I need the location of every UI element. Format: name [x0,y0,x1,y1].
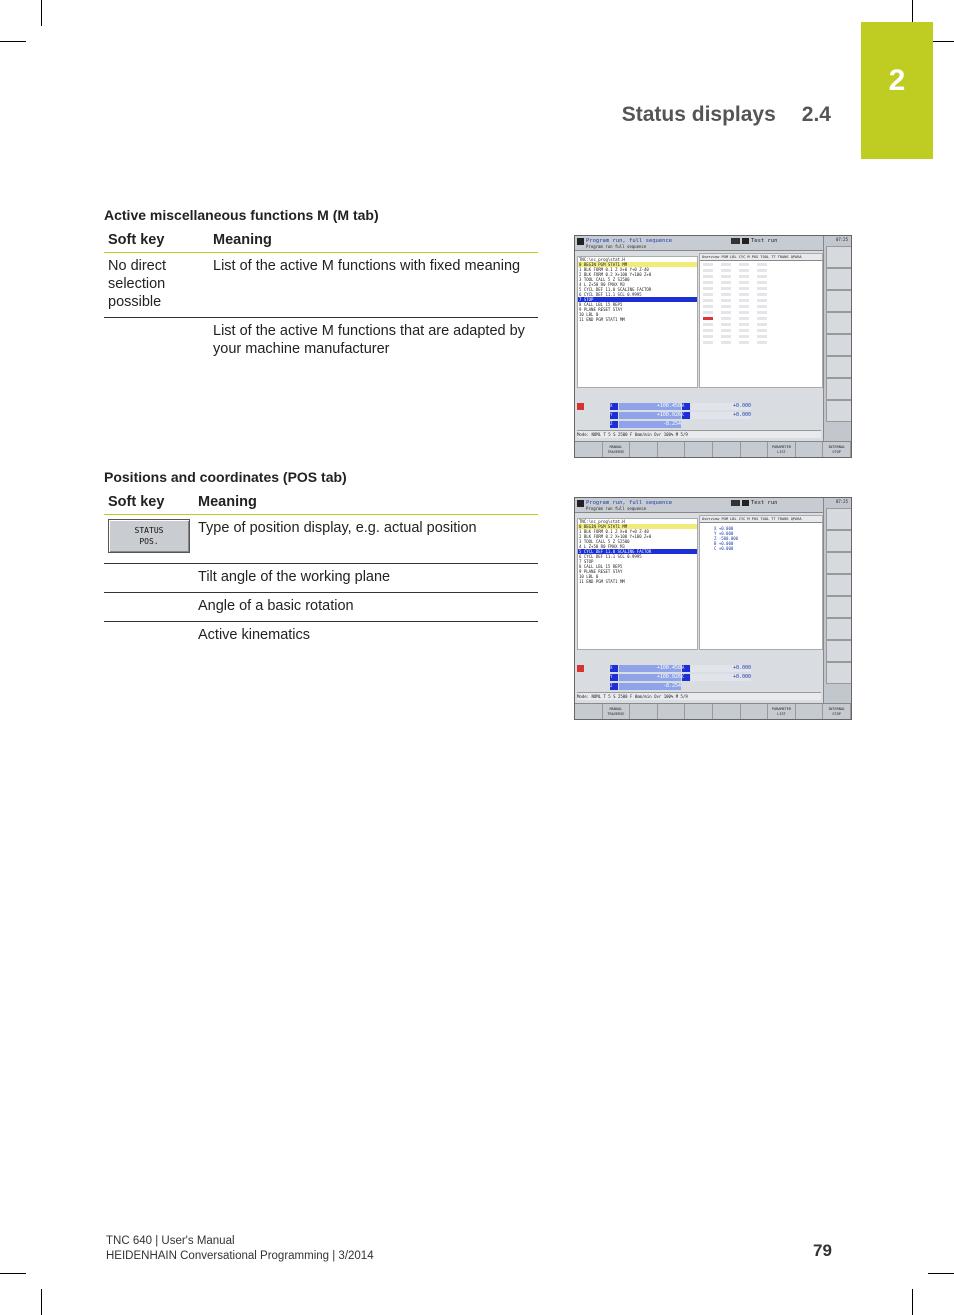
running-head-title: Status displays [621,103,776,126]
softkey[interactable]: PARAMETER LIST [768,442,796,458]
test-run-label: Test run [751,238,778,244]
meaning-cell: List of the active M functions with fixed meaning [209,253,538,318]
header-soft-key: Soft key [104,228,209,253]
softkey[interactable]: MANUAL TRAVERSE [603,704,631,720]
softkey[interactable] [658,704,686,720]
axis-label: Z [610,421,618,428]
footer-line1: TNC 640 | User's Manual [106,1235,235,1247]
test-run-label: Test run [751,500,778,506]
side-softkey[interactable] [826,312,852,334]
program-line: 1 BLK FORM 0.1 Z X+0 Y+0 Z-40 [579,529,649,534]
axis-value: +0.000 [691,412,751,419]
test-run-icon [731,238,740,244]
running-head [622,103,831,127]
soft-key-cell: No direct selection possible [104,253,209,318]
soft-key-cell [104,564,194,593]
screen-sidebar [823,498,852,703]
program-line: TNC:\nc_prog\stat.H [579,257,625,262]
side-softkey[interactable] [826,662,852,684]
axis-label: X [610,403,618,410]
program-line: 0 BEGIN PGM STAT1 MM [578,524,697,529]
program-line: 3 TOOL CALL 5 Z S2500 [579,277,630,282]
position-display [577,665,821,691]
program-line: 2 BLK FORM 0.2 X+100 Y+100 Z+0 [579,272,652,277]
mode-subtitle: Program run full sequence [586,244,647,249]
chapter-number: 2 [888,64,906,97]
softkey[interactable] [685,442,713,458]
side-softkey[interactable] [826,552,852,574]
axis-label: C [682,412,690,419]
axis-value: +0.000 [691,665,751,672]
screen-topbar [575,236,823,251]
side-softkey[interactable] [826,640,852,662]
tnc-screenshot-pos-tab [574,497,852,720]
program-line: 11 END PGM STAT1 MM [579,317,625,322]
table-row [104,622,538,651]
side-softkey[interactable] [826,268,852,290]
side-softkey[interactable] [826,400,852,422]
program-run-icon [577,238,584,245]
axis-value: +100.450 [619,403,681,410]
program-window [577,256,698,388]
header-meaning: Meaning [194,490,538,515]
softkey[interactable] [575,442,603,458]
program-window [577,518,698,650]
table-row [104,253,538,318]
program-line: 7 STOP [579,559,594,564]
softkey[interactable] [685,704,713,720]
pos-table [104,490,538,650]
table-row [104,593,538,622]
side-softkey[interactable] [826,378,852,400]
page-number: 79 [813,1241,832,1260]
side-softkey[interactable] [826,334,852,356]
axis-label: A [682,403,690,410]
tnc-screenshot-m-tab [574,235,852,458]
soft-key-cell [104,593,194,622]
axis-value: +100.026 [619,674,681,681]
program-line: 6 CYCL DEF 11.1 SCL 0.9995 [579,554,642,559]
program-line: 5 CYCL DEF 11.0 SCALING FACTOR [579,287,652,292]
crop-mark [0,1273,26,1274]
test-run-icon [742,500,749,506]
soft-key-cell [104,318,209,365]
pos-value: X +0.000 [714,526,734,531]
header-meaning: Meaning [209,228,538,253]
footer [106,1234,374,1264]
program-line: 3 TOOL CALL 5 Z S2500 [579,539,630,544]
softkey[interactable]: INTERNAL STOP [823,704,851,720]
program-line: 11 END PGM STAT1 MM [579,579,625,584]
screen-sidebar [823,236,852,441]
axis-value: +100.026 [619,412,681,419]
program-line: 5 CYCL DEF 11.0 SCALING FACTOR [578,549,697,554]
status-tabs: Overview PGM LBL CYC M POS TOOL TT TRANS QPARA [700,254,822,261]
axis-value: +0.000 [691,403,751,410]
axis-label: A [682,665,690,672]
softkey[interactable] [741,704,769,720]
axis-value: -8.254 [619,683,681,690]
program-line: 1 BLK FORM 0.1 Z X+0 Y+0 Z-40 [579,267,649,272]
pos-value: Y +0.000 [714,531,734,536]
clock: 07:25 [835,237,848,242]
softkey[interactable] [713,704,741,720]
pos-value: Z -500.000 [714,536,739,541]
mode-title: Program run, full sequence [586,238,673,244]
softkey[interactable]: MANUAL TRAVERSE [603,442,631,458]
program-line: 0 BEGIN PGM STAT1 MM [578,262,697,267]
softkey[interactable] [796,704,824,720]
meaning-cell: Tilt angle of the working plane [194,564,538,593]
clock: 07:25 [835,499,848,504]
axis-label: Y [610,674,618,681]
side-softkey[interactable] [826,574,852,596]
pos-value: C +0.000 [714,546,734,551]
axis-label: Z [610,683,618,690]
m-functions-table [104,228,538,364]
position-display [577,403,821,429]
program-line: 4 L Z+50 R0 FMAX M3 [579,282,625,287]
program-line: 9 PLANE RESET STAY [579,569,623,574]
program-line: 2 BLK FORM 0.2 X+100 Y+100 Z+0 [579,534,652,539]
softkey[interactable] [796,442,824,458]
softkey[interactable] [575,704,603,720]
program-line: 10 LBL 0 [579,574,599,579]
softkey[interactable]: PARAMETER LIST [768,704,796,720]
side-softkey[interactable] [826,530,852,552]
status-window [699,515,823,650]
softkey[interactable] [630,442,658,458]
crop-mark [41,0,42,26]
softkey[interactable] [713,442,741,458]
status-window [699,253,823,388]
softkey[interactable] [630,704,658,720]
pos-value: B +0.000 [714,541,734,546]
table-row [104,564,538,593]
side-softkey[interactable] [826,596,852,618]
side-softkey[interactable] [826,246,852,268]
section-title-pos: Positions and coordinates (POS tab) [104,469,347,485]
meaning-cell: List of the active M functions that are adapted by your machine manufacturer [213,323,525,357]
running-head-section: 2.4 [801,103,831,126]
test-run-icon [742,238,749,244]
softkey[interactable] [658,442,686,458]
crop-mark [41,1289,42,1315]
screen-topbar [575,498,823,513]
footer-line2: HEIDENHAIN Conversational Programming | 3/2014 [106,1250,374,1262]
soft-key-cell [104,622,194,651]
mode-subtitle: Program run full sequence [586,506,647,511]
crop-mark [912,1289,913,1315]
axis-value: -8.254 [619,421,681,428]
softkey-bar [575,441,851,458]
mode-bar: Mode: NOML T 5 S 2500 F 0mm/min Ovr 100% M 5/9 [577,692,821,700]
axis-label: X [610,665,618,672]
meaning-cell: Type of position display, e.g. actual position [194,515,538,564]
axis-value: +0.000 [691,674,751,681]
side-softkey[interactable] [826,356,852,378]
section-title-m: Active miscellaneous functions M (M tab) [104,207,379,223]
mode-bar: Mode: NOML T 5 S 2500 F 0mm/min Ovr 100% M 5/9 [577,430,821,438]
meaning-cell: Angle of a basic rotation [194,593,538,622]
side-softkey[interactable] [826,618,852,640]
program-line: 8 CALL LBL 15 REP5 [579,564,623,569]
softkey-bar [575,703,851,720]
program-line: 9 PLANE RESET STAY [579,307,623,312]
softkey[interactable] [741,442,769,458]
header-soft-key: Soft key [104,490,194,515]
table-row [104,515,538,564]
axis-label: C [682,674,690,681]
program-line: 10 LBL 0 [579,312,599,317]
meaning-cell: Active kinematics [198,627,311,643]
softkey-line1: STATUS [134,526,164,535]
program-line: 6 CYCL DEF 11.1 SCL 0.9995 [579,292,642,297]
test-run-icon [731,500,740,506]
side-softkey[interactable] [826,508,852,530]
program-line: 7 STOP [578,297,697,302]
softkey[interactable]: INTERNAL STOP [823,442,851,458]
crop-mark [0,41,26,42]
program-line: TNC:\nc_prog\stat.H [579,519,625,524]
axis-value: +100.450 [619,665,681,672]
status-tabs: Overview PGM LBL CYC M POS TOOL TT TRANS QPARA [700,516,822,523]
chapter-tab [861,22,933,159]
softkey-line2: POS. [139,537,159,546]
axis-label: Y [610,412,618,419]
status-pos-softkey[interactable] [108,519,190,553]
soft-key-cell [104,515,194,564]
crop-mark [928,1273,954,1274]
program-line: 8 CALL LBL 15 REP5 [579,302,623,307]
program-line: 4 L Z+50 R0 FMAX M3 [579,544,625,549]
mode-title: Program run, full sequence [586,500,673,506]
program-run-icon [577,500,584,507]
table-row [104,318,538,365]
side-softkey[interactable] [826,290,852,312]
